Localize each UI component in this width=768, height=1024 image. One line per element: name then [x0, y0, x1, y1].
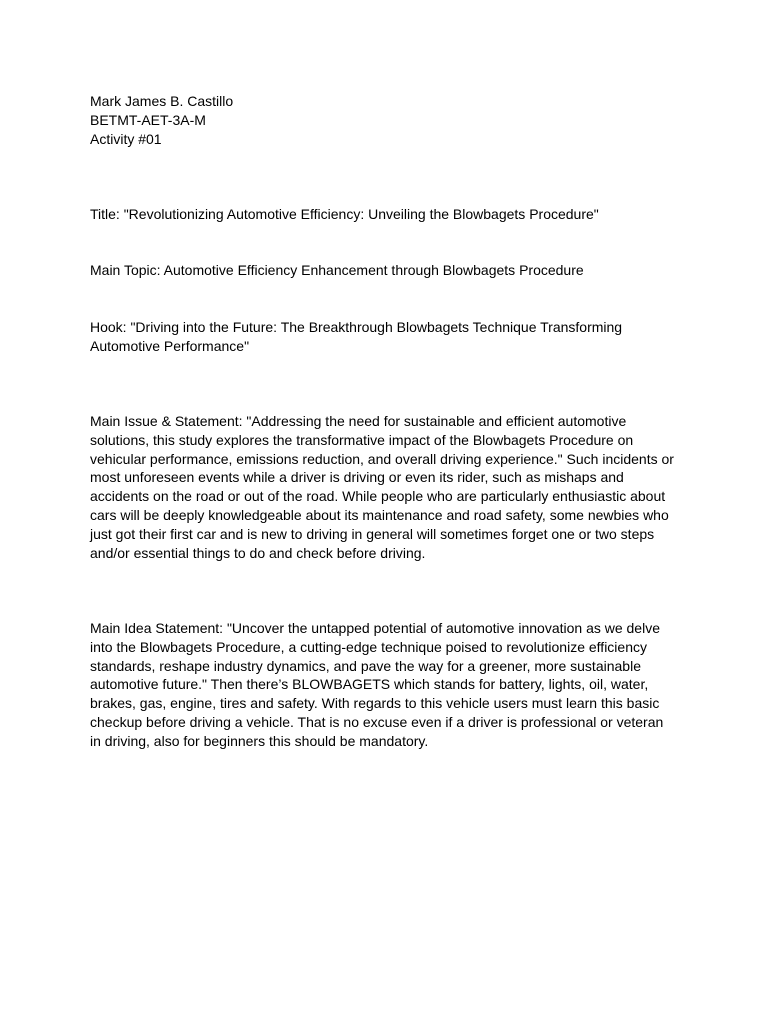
- header-block: [90, 92, 674, 148]
- main-idea-paragraph: Main Idea Statement: "Uncover the untapped potential of automotive innovation as we delve into the Blowbagets Procedure, a cutting-edge technique poised to revolutionize efficiency standards, reshape industry dynamics, and pave the way for a greener, more sustainable automotive future." Then there’s BLOWBAGETS which stands for battery, lights, oil, water, brakes, gas, engine, tires and safety. With regards to this vehicle users must learn this basic checkup before driving a vehicle. That is no excuse even if a driver is professional or veteran in driving, also for beginners this should be mandatory.: [90, 620, 664, 749]
- main-issue-paragraph: Main Issue & Statement: "Addressing the need for sustainable and efficient automotive solutions, this study explores the transformative impact of the Blowbagets Procedure on vehicular performance, emissions reduction, and overall driving experience." Such incidents or most unforeseen events while a driver is driving or even its rider, such as mishaps and accidents on the road or out of the road. While people who are particularly enthusiastic about cars will be deeply knowledgeable about its maintenance and road safety, some newbies who just got their first car and is new to driving in general will sometimes forget one or two steps and/or essential things to do and check before driving.: [90, 413, 674, 561]
- student-name: Mark James B. Castillo: [90, 93, 234, 109]
- activity-number: Activity #01: [90, 130, 162, 147]
- main-topic-line: Main Topic: Automotive Efficiency Enhancement through Blowbagets Procedure: [90, 262, 584, 278]
- hook-line: Hook: "Driving into the Future: The Breakthrough Blowbagets Technique Transforming Automotive Performance": [90, 319, 623, 354]
- section-code: BETMT-AET-3A-M: [90, 111, 206, 128]
- title-line: Title: "Revolutionizing Automotive Efficiency: Unveiling the Blowbagets Procedure": [90, 206, 599, 222]
